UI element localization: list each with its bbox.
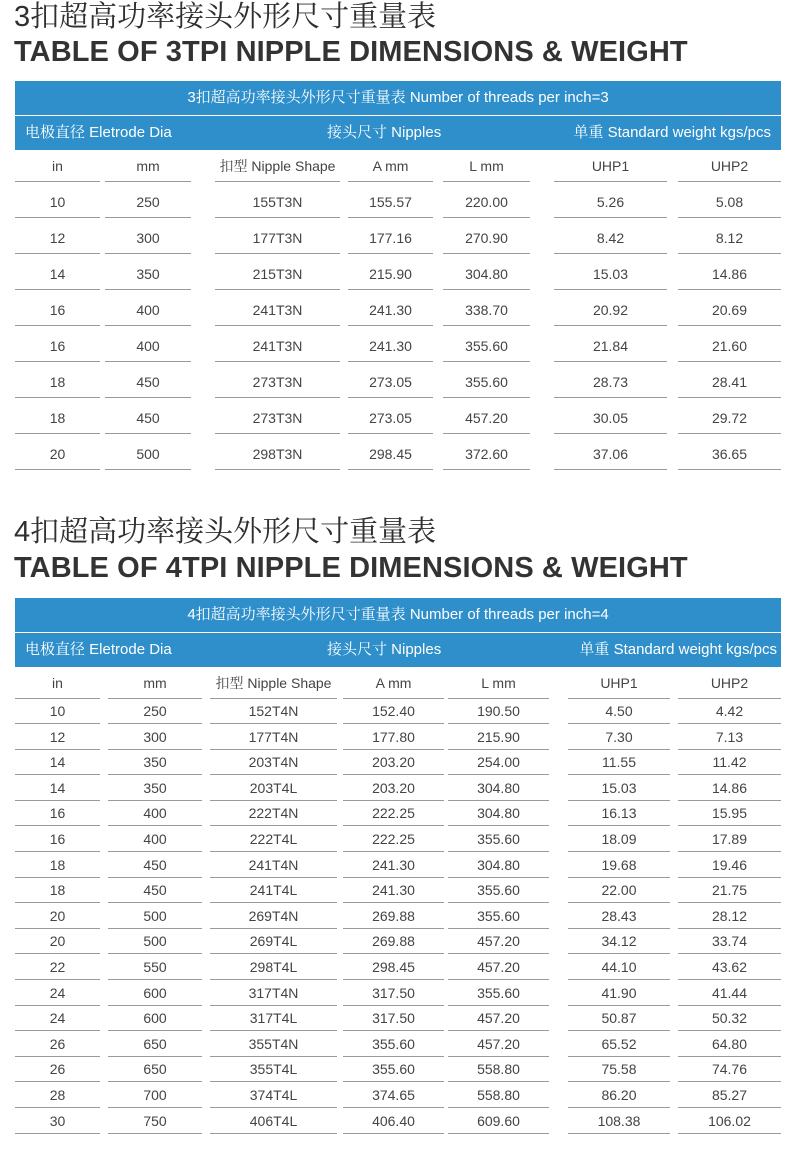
cell-in: 16 [15,827,100,852]
cell-uhp2: 50.32 [678,1006,781,1031]
cell-l-mm: 457.20 [448,955,549,980]
cell-mm: 400 [105,330,191,362]
cell-in: 24 [15,981,100,1006]
table-caption: 3扣超高功率接头外形尺寸重量表 Number of threads per inch=3 [15,81,781,116]
table-row [15,981,781,1007]
cell-mm: 300 [108,725,202,750]
cell-mm: 350 [105,258,191,290]
cell-nipple-shape: 241T3N [215,330,340,362]
cell-in: 26 [15,1032,100,1057]
cell-uhp1: 108.38 [568,1109,670,1134]
column-header-nipple-shape: 扣型 Nipple Shape [215,150,340,182]
column-header-l-mm: L mm [448,667,549,699]
table-4tpi [15,598,781,1134]
cell-mm: 600 [108,981,202,1006]
cell-nipple-shape: 355T4N [210,1032,337,1057]
cell-a-mm: 317.50 [343,981,444,1006]
cell-nipple-shape: 269T4L [210,929,337,954]
cell-in: 10 [15,186,100,218]
cell-l-mm: 220.00 [443,186,530,218]
cell-a-mm: 406.40 [343,1109,444,1134]
column-header-in: in [15,667,100,699]
table-row [15,853,781,879]
cell-uhp1: 20.92 [554,294,667,326]
cell-uhp2: 15.95 [678,801,781,826]
cell-mm: 500 [105,438,191,470]
cell-uhp2: 20.69 [678,294,781,326]
table-row [15,330,781,366]
cell-uhp2: 43.62 [678,955,781,980]
cell-uhp1: 22.00 [568,878,670,903]
table-row [15,955,781,981]
cell-uhp1: 50.87 [568,1006,670,1031]
cell-uhp1: 34.12 [568,929,670,954]
cell-uhp1: 11.55 [568,750,670,775]
cell-in: 20 [15,929,100,954]
cell-uhp2: 29.72 [678,402,781,434]
cell-uhp2: 17.89 [678,827,781,852]
cell-mm: 750 [108,1109,202,1134]
column-header-uhp1: UHP1 [568,667,670,699]
cell-mm: 250 [108,699,202,724]
cell-l-mm: 304.80 [448,801,549,826]
cell-nipple-shape: 317T4N [210,981,337,1006]
table-row [15,904,781,930]
cell-uhp1: 44.10 [568,955,670,980]
cell-nipple-shape: 355T4L [210,1057,337,1082]
data-rows [15,699,781,1134]
table-row [15,801,781,827]
cell-nipple-shape: 155T3N [215,186,340,218]
cell-mm: 300 [105,222,191,254]
cell-mm: 450 [108,853,202,878]
cell-a-mm: 152.40 [343,699,444,724]
cell-uhp2: 28.41 [678,366,781,398]
cell-mm: 450 [105,402,191,434]
cell-uhp2: 21.60 [678,330,781,362]
cell-a-mm: 374.65 [343,1083,444,1108]
cell-a-mm: 215.90 [348,258,433,290]
cell-in: 12 [15,222,100,254]
cell-in: 28 [15,1083,100,1108]
cell-mm: 500 [108,904,202,929]
group-header-electrode-dia: 电极直径 Eletrode Dia [25,124,172,141]
cell-a-mm: 317.50 [343,1006,444,1031]
cell-a-mm: 222.25 [343,827,444,852]
cell-a-mm: 203.20 [343,776,444,801]
cell-nipple-shape: 177T4N [210,725,337,750]
cell-a-mm: 241.30 [343,853,444,878]
cell-a-mm: 355.60 [343,1032,444,1057]
cell-l-mm: 304.80 [448,853,549,878]
cell-uhp2: 36.65 [678,438,781,470]
table-row [15,725,781,751]
cell-l-mm: 457.20 [448,1032,549,1057]
cell-a-mm: 241.30 [348,294,433,326]
column-header-mm: mm [105,150,191,182]
cell-a-mm: 177.80 [343,725,444,750]
cell-uhp2: 33.74 [678,929,781,954]
section2-title-en: TABLE OF 4TPI NIPPLE DIMENSIONS & WEIGHT [14,552,688,584]
group-header-row [15,116,781,150]
cell-l-mm: 304.80 [448,776,549,801]
cell-in: 18 [15,853,100,878]
column-header-uhp2: UHP2 [678,667,781,699]
cell-uhp1: 30.05 [554,402,667,434]
cell-nipple-shape: 374T4L [210,1083,337,1108]
cell-mm: 650 [108,1032,202,1057]
cell-uhp2: 14.86 [678,258,781,290]
cell-nipple-shape: 298T3N [215,438,340,470]
cell-l-mm: 355.60 [443,330,530,362]
cell-in: 12 [15,725,100,750]
cell-uhp1: 37.06 [554,438,667,470]
cell-l-mm: 558.80 [448,1057,549,1082]
cell-uhp1: 86.20 [568,1083,670,1108]
table-row [15,366,781,402]
cell-a-mm: 241.30 [348,330,433,362]
cell-uhp2: 41.44 [678,981,781,1006]
table-caption: 4扣超高功率接头外形尺寸重量表 Number of threads per inch=4 [15,598,781,633]
column-header-mm: mm [108,667,202,699]
cell-uhp2: 21.75 [678,878,781,903]
cell-uhp2: 11.42 [678,750,781,775]
cell-uhp2: 7.13 [678,725,781,750]
cell-l-mm: 457.20 [443,402,530,434]
cell-in: 14 [15,258,100,290]
cell-nipple-shape: 222T4N [210,801,337,826]
table-row [15,1109,781,1135]
cell-l-mm: 355.60 [443,366,530,398]
cell-l-mm: 457.20 [448,929,549,954]
cell-l-mm: 254.00 [448,750,549,775]
cell-nipple-shape: 241T4N [210,853,337,878]
cell-nipple-shape: 317T4L [210,1006,337,1031]
cell-mm: 500 [108,929,202,954]
cell-uhp1: 5.26 [554,186,667,218]
table-body [15,667,781,1134]
cell-nipple-shape: 177T3N [215,222,340,254]
column-header-uhp2: UHP2 [678,150,781,182]
cell-mm: 700 [108,1083,202,1108]
cell-uhp2: 19.46 [678,853,781,878]
group-header-standard-weight: 单重 Standard weight kgs/pcs [573,124,771,141]
cell-nipple-shape: 203T4N [210,750,337,775]
cell-a-mm: 298.45 [343,955,444,980]
cell-uhp1: 15.03 [568,776,670,801]
cell-a-mm: 273.05 [348,402,433,434]
column-header-nipple-shape: 扣型 Nipple Shape [210,667,337,699]
cell-l-mm: 270.90 [443,222,530,254]
cell-uhp2: 5.08 [678,186,781,218]
cell-in: 18 [15,366,100,398]
cell-in: 24 [15,1006,100,1031]
cell-mm: 550 [108,955,202,980]
cell-uhp2: 106.02 [678,1109,781,1134]
cell-nipple-shape: 152T4N [210,699,337,724]
cell-l-mm: 372.60 [443,438,530,470]
cell-a-mm: 355.60 [343,1057,444,1082]
cell-mm: 450 [105,366,191,398]
cell-uhp2: 64.80 [678,1032,781,1057]
cell-a-mm: 273.05 [348,366,433,398]
cell-uhp1: 75.58 [568,1057,670,1082]
cell-uhp1: 4.50 [568,699,670,724]
cell-nipple-shape: 241T4L [210,878,337,903]
cell-in: 18 [15,878,100,903]
cell-mm: 350 [108,776,202,801]
cell-l-mm: 355.60 [448,904,549,929]
cell-uhp1: 28.73 [554,366,667,398]
cell-uhp1: 21.84 [554,330,667,362]
cell-a-mm: 222.25 [343,801,444,826]
cell-l-mm: 558.80 [448,1083,549,1108]
cell-mm: 400 [105,294,191,326]
table-row [15,222,781,258]
section1-title-cn: 3扣超高功率接头外形尺寸重量表 [14,1,437,33]
cell-in: 16 [15,330,100,362]
column-header-row [15,150,781,186]
section1-title-en: TABLE OF 3TPI NIPPLE DIMENSIONS & WEIGHT [14,36,688,68]
cell-in: 30 [15,1109,100,1134]
cell-nipple-shape: 406T4L [210,1109,337,1134]
cell-in: 16 [15,294,100,326]
table-row [15,1032,781,1058]
cell-mm: 400 [108,801,202,826]
cell-nipple-shape: 203T4L [210,776,337,801]
cell-uhp1: 65.52 [568,1032,670,1057]
cell-in: 18 [15,402,100,434]
cell-in: 20 [15,904,100,929]
cell-a-mm: 269.88 [343,929,444,954]
group-header-standard-weight: 单重 Standard weight kgs/pcs [579,641,777,658]
table-row [15,186,781,222]
cell-uhp2: 14.86 [678,776,781,801]
table-row [15,776,781,802]
cell-in: 22 [15,955,100,980]
cell-a-mm: 203.20 [343,750,444,775]
table-row [15,699,781,725]
cell-in: 14 [15,750,100,775]
cell-uhp1: 19.68 [568,853,670,878]
cell-uhp2: 4.42 [678,699,781,724]
cell-l-mm: 355.60 [448,981,549,1006]
cell-uhp1: 15.03 [554,258,667,290]
cell-l-mm: 304.80 [443,258,530,290]
table-row [15,1057,781,1083]
cell-uhp1: 18.09 [568,827,670,852]
table-row [15,294,781,330]
cell-nipple-shape: 222T4L [210,827,337,852]
table-row [15,750,781,776]
cell-uhp2: 85.27 [678,1083,781,1108]
cell-uhp2: 28.12 [678,904,781,929]
cell-in: 20 [15,438,100,470]
cell-nipple-shape: 241T3N [215,294,340,326]
cell-uhp1: 8.42 [554,222,667,254]
cell-in: 26 [15,1057,100,1082]
cell-in: 10 [15,699,100,724]
cell-nipple-shape: 269T4N [210,904,337,929]
group-header-electrode-dia: 电极直径 Eletrode Dia [25,641,172,658]
group-header-nipples: 接头尺寸 Nipples [327,124,442,141]
cell-uhp1: 41.90 [568,981,670,1006]
cell-mm: 350 [108,750,202,775]
cell-a-mm: 298.45 [348,438,433,470]
cell-l-mm: 355.60 [448,878,549,903]
cell-a-mm: 155.57 [348,186,433,218]
table-row [15,1006,781,1032]
cell-a-mm: 241.30 [343,878,444,903]
column-header-row [15,667,781,699]
group-header-nipples: 接头尺寸 Nipples [327,641,442,658]
cell-nipple-shape: 273T3N [215,402,340,434]
table-row [15,827,781,853]
cell-uhp1: 7.30 [568,725,670,750]
column-header-a-mm: A mm [343,667,444,699]
cell-uhp1: 16.13 [568,801,670,826]
cell-uhp2: 74.76 [678,1057,781,1082]
table-row [15,878,781,904]
cell-l-mm: 338.70 [443,294,530,326]
column-header-a-mm: A mm [348,150,433,182]
cell-in: 14 [15,776,100,801]
table-row [15,258,781,294]
cell-nipple-shape: 273T3N [215,366,340,398]
cell-in: 16 [15,801,100,826]
group-header-row [15,633,781,667]
column-header-l-mm: L mm [443,150,530,182]
cell-mm: 650 [108,1057,202,1082]
table-row [15,402,781,438]
table-3tpi [15,81,781,474]
table-row [15,929,781,955]
cell-mm: 250 [105,186,191,218]
cell-l-mm: 457.20 [448,1006,549,1031]
cell-l-mm: 190.50 [448,699,549,724]
section2-title-cn: 4扣超高功率接头外形尺寸重量表 [14,516,437,548]
table-row [15,438,781,474]
cell-l-mm: 355.60 [448,827,549,852]
cell-l-mm: 215.90 [448,725,549,750]
table-body [15,150,781,474]
cell-mm: 600 [108,1006,202,1031]
data-rows [15,186,781,474]
cell-nipple-shape: 215T3N [215,258,340,290]
cell-a-mm: 269.88 [343,904,444,929]
cell-l-mm: 609.60 [448,1109,549,1134]
table-row [15,1083,781,1109]
cell-uhp1: 28.43 [568,904,670,929]
column-header-in: in [15,150,100,182]
cell-uhp2: 8.12 [678,222,781,254]
cell-mm: 400 [108,827,202,852]
cell-nipple-shape: 298T4L [210,955,337,980]
cell-mm: 450 [108,878,202,903]
cell-a-mm: 177.16 [348,222,433,254]
column-header-uhp1: UHP1 [554,150,667,182]
